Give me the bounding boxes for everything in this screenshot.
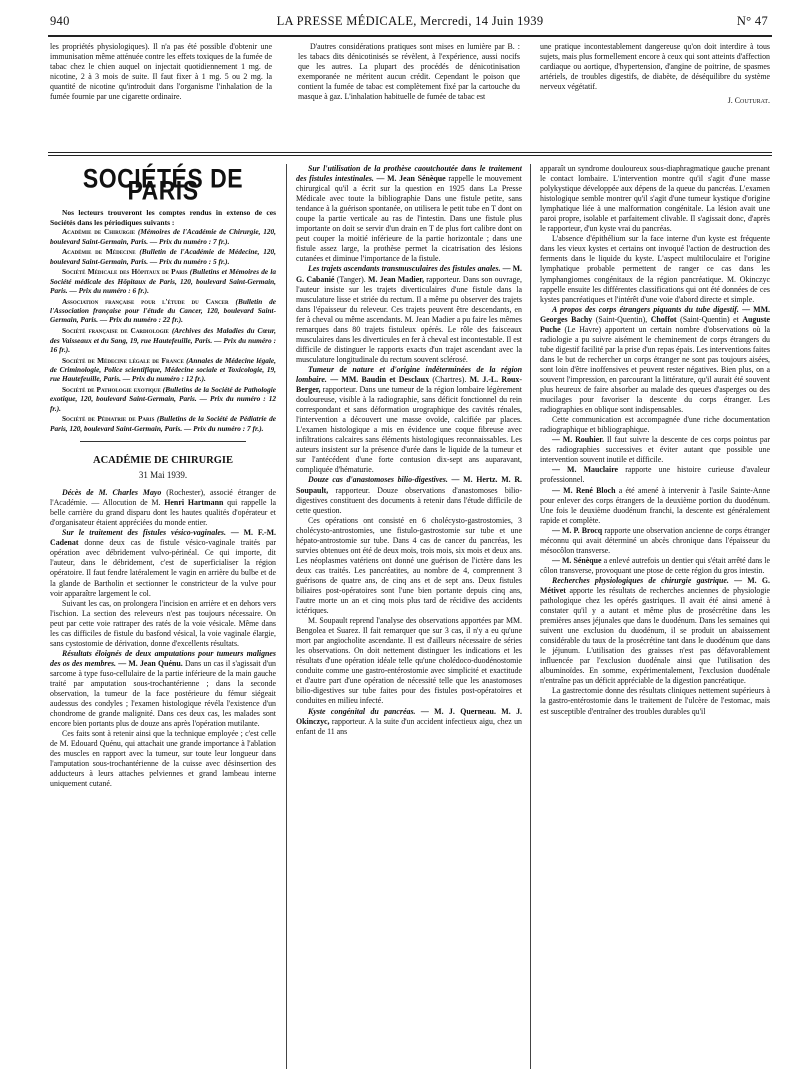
society-item: Association française pour l'étude du Cancer (Bulletin de l'Association française pour l'étude du Cancer, 120, boulevard Saint-Germain, Paris. — Prix du numéro : 22 fr.). [50, 296, 276, 325]
top-col1-text: les propriétés physiologiques). Il n'a pas été possible d'obtenir une immunisation même atténuée contre les effets toxiques de la fumée de tabac chez le chien auquel on injectait quotidiennement 1 mg. de nicotine, 2 à 3 mois de suite. Il faut fixer à 1 mg. 5 ou 2 mg. la quantité de nicotine qu'introduit dans l'organisme l'inhalation de la fumée fournie par une cigarette ordinaire. [50, 42, 272, 102]
article-gastrique: Recherches physiologiques de chirurgie gastrique. — M. G. Métivet apporte les résultats de recherches anciennes de physiologie pathologique chez les opérés gastriques. Il avait été ainsi amené à constater qu'il y a autant et même plus de prosécrétine dans les premières anses jéjunales que dans le duodénum. Dans les semaines qui suivent une exclusion du duodénum, il se produit un abaissement considérable du taux de la prosécrétine tant dans le duodénum que dans le jéjunum. L'utilisation des graisses n'est pas défavorablement influencée par l'exclusion duodénale ainsi que l'utilisation des albuminoïdes. En somme, expérimentalement, l'exclusion duodénale n'entraîne pas un déficit appréciable de la digestion pancréatique. [540, 575, 770, 686]
comment-mauclaire: — M. Mauclaire rapporte une histoire curieuse d'avaleur professionnel. [540, 465, 770, 485]
divider [80, 441, 246, 442]
paragraph: Ces faits sont à retenir ainsi que la technique employée ; c'est celle de M. Edouard Quénu, qui attachait une grande importance à l'ablation des muscles en rapport avec la tumeur, sur toute leur longueur dans l'amputation sous-trochantérienne de la cuisse avec désinsertion des adducteurs à leurs attaches pelviennes et grand lambeau interne uniquement cutané. [50, 729, 276, 789]
paragraph: L'absence d'épithélium sur la face interne d'un kyste est fréquente dans les vieux kystes et certains ont invoqué l'action de destruction des ferments dans le liquide du kyste. L'aspect multiloculaire et l'origine lymphatique probable permettent de ranger ce cas dans les lymphangiomes congénitaux de la région pancréatique. M. Okinczyc rappelle ensuite les différentes classifications qui ont été données de ces kystes pancréatiques et l'intérêt d'une voie d'abord directe et simple. [540, 234, 770, 304]
section-title: SOCIÉTÉS DE PARIS [82, 162, 244, 206]
intro-note: Nos lecteurs trouveront les comptes rendus in extenso de ces Sociétés dans les périodiques suivants : [50, 208, 276, 227]
article-fistules: Sur le traitement des fistules vésico-vaginales. — M. F.-M. Cadenat donne deux cas de fistule vésico-vaginale traités par opération avec débridement vulvo-périnéal. Ce qui importe, dit l'auteur, dans le débridement, c'est de superficialiser la région opératoire. Il faut fendre latéralement le vagin en arrière du bulbe et de la glande de Bartholin et sectionner le constricteur de la vulve pour voir apparaître largement le col. [50, 528, 276, 598]
paragraph: apparaît un syndrome douloureux sous-diaphragmatique gauche prenant le contact lombaire. L'intervention montre qu'il s'agit d'une masse polykystique développée aux dépens de la queue du pancréas. L'examen histologique semble montrer qu'il s'agit d'une tumeur kystique d'origine lymphatique liée à une malformation congénitale. La lésion avait une paroi propre, isolable et parfaitement clivable. Il s'agissait donc, d'après le rapporteur, d'un kyste vrai du pancréas. [540, 164, 770, 234]
column-3 [540, 164, 770, 1072]
top-column-3 [540, 42, 770, 146]
article-prothese: Sur l'utilisation de la prothèse caoutchoutée dans le traitement des fistules intestinales. — M. Jean Sénèque rappelle le mouvement chirurgical qu'il a écrit sur la question en 1925 dans La Presse Médicale avec toute la bibliographie Dans une fistule petite, sans tendance à la guérison spontanée, on utilisera le petit tube en T dont on coupe la partie verticale au ras de l'intestin. Dans une fistule plus importante on doit se servir d'un drain en T de plus fort calibre dont on peut couper la moitié inférieure de la partie horizontale ; dans une fistule assez large, la prothèse permet la cicatrisation des lésions cutanées et diminue l'importance de la fistule. [296, 164, 522, 264]
section-rule-2 [48, 155, 772, 156]
header-rule [48, 35, 772, 37]
society-item: Société de Médecine légale de France (Annales de Médecine légale, de Criminologie, Police scientifique, Médecine sociale et Toxicologie, 19, rue Hautefeuille, Paris. — Prix du numéro : 12 fr.). [50, 355, 276, 384]
running-title: LA PRESSE MÉDICALE, Mercredi, 14 Juin 1939 [276, 14, 544, 28]
issue-number: N° 47 [736, 14, 768, 28]
society-item: Académie de Médecine (Bulletin de l'Académie de Médecine, 120, boulevard Saint-Germain, Paris. — Prix du numéro : 5 fr.). [50, 247, 276, 266]
comment-rouhier: — M. Rouhier. Il faut suivre la descente de ces corps pointus par des radiographies successives et éviter autant que possible une intervention souvent inutile et difficile. [540, 435, 770, 465]
comment-brocq: — M. P. Brocq rapporte une observation ancienne de corps étranger méconnu qui avait déterminé un abcès chronique dans l'épaisseur du mésocôlon transverse. [540, 525, 770, 555]
article-corps-etrangers: A propos des corps étrangers piquants du tube digestif. — MM. Georges Bachy (Saint-Quentin), Choffot (Saint-Quentin) et Auguste Puche (Le Havre) apportent un certain nombre d'observations où la radiologie a pu suivre aisément le cheminement de corps étrangers du tube digestif facilité par la prise d'un repas épais. Les interventions faites dans le but de rechercher un corps étranger ne sont pas toujours aisées, sont loin d'être inoffensives et peuvent rester négatives. Bien plus, on a souvent l'impression, en parcourant la littérature, qu'il aurait été souvent plus heureux de faire absorber au malade des queues d'asperges ou des mucilages pour favoriser la descente du corps étranger. Les radiographies en oblique sont indispensables. [540, 304, 770, 415]
column-1 [50, 160, 276, 1072]
page-header [48, 8, 772, 36]
article-kyste: Kyste congénital du pancréas. — M. J. Querneau. M. J. Okinczyc, rapporteur. A la suite d'un accident infectieux aigu, chez un enfant de 11 ans [296, 706, 522, 736]
society-item: Société de Pédiatrie de Paris (Bulletins de la Société de Pédiatrie de Paris, 120, boulevard Saint-Germain, Paris. — Prix du numéro : 7 fr.). [50, 414, 276, 433]
paragraph: La gastrectomie donne des résultats cliniques nettement supérieurs à la gastro-entérostomie dans le traitement de l'ulcère de l'estomac, mais est susceptible d'entraîner des troubles durables qu'il [540, 686, 770, 716]
top-column-1 [50, 42, 272, 146]
newspaper-page [48, 8, 772, 1074]
page-number: 940 [50, 14, 70, 28]
top-col3-text: une pratique incontestablement dangereuse qu'on doit interdire à tous sujets, mais plus formellement encore à ceux qui sont atteints d'affection cardiaque ou aortique, d'hypertension, d'angine de poitrine, de spasmes artériels, de troubles digestifs, de diabète, de déséquilibre du système nerveux végétatif. [540, 42, 770, 92]
article-tumeur: Tumeur de nature et d'origine indéterminées de la région lombaire. — MM. Baudin et Desclaux (Chartres). M. J.-L. Roux-Berger, rapporteur. Dans une tumeur de la région lombaire légèrement douloureuse, visible à la radiographie, sans déficit fonctionnel du rein correspondant et sans déformation urographique des cavités rénales, l'intervention a découvert une masse ovoïde, calcifiée par places. L'examen histologique a mis en évidence une coque fibreuse avec infiltrations calcaires sans éléments histologiques reconnaissables. Les auteurs insistent sur la présence d'urée dans le liquide de la tumeur et sur l'antécédent d'une forte contusion dix-sept ans auparavant, compliquée d'hématurie. [296, 364, 522, 475]
society-item: Société Médicale des Hôpitaux de Paris (Bulletins et Mémoires de la Société médicale des Hôpitaux de Paris, 120, boulevard Saint-Germain, Paris. — Prix du numéro : 6 fr.). [50, 267, 276, 296]
paragraph: Cette communication est accompagnée d'une riche documentation radiographique et bibliographique. [540, 415, 770, 435]
top-col2-text: D'autres considérations pratiques sont mises en lumière par B. : les tabacs dits dénicotinisés se révèlent, à l'expérience, aussi nocifs que les autres. La plupart des procédés de dénicotinisation exemporanée ne méritent aucun crédit. Cependant le poison que contient la fumée de tabac est complètement fixé par la cartouche du masque à gaz. L'inhalation habituelle de fumée de tabac est [298, 42, 520, 102]
society-item: Société de Pathologie exotique (Bulletins de la Société de Pathologie exotique, 120, boulevard Saint-Germain, Paris. — Prix du numéro : 12 fr.). [50, 385, 276, 413]
article-trajets: Les trajets ascendants transmusculaires des fistules anales. — M. G. Cabanié (Tanger). M. Jean Madier, rapporteur. Dans son ouvrage, l'auteur insiste sur les trajets diverticulaires d'une fistule dans la musculature lisse et striée du rectum. Il a même pu observer des trajets dans l'épaisseur du releveur. Ces trajets peuvent être descendants, en fer à cheval ou même ascendants. M. Jean Madier a pu faire les mêmes remarques dans 80 trajets fistuleux opérés. Le rôle des faisceaux musculaires dans les diverticules en fer à cheval est incontestable. Il est difficile de distinguer le rapports exacts d'un trajet ascendant avec la musculature longitudinale du rectum souvent sclérosé. [296, 264, 522, 364]
author-signature: J. Couturat. [727, 96, 770, 106]
article-amputations: Résultats éloignés de deux amputations pour tumeurs malignes des os des membres. — M. Jean Quénu. Dans un cas il s'agissait d'un sarcome à type fuso-cellulaire de la partie inférieure de la main gauche traité par amputation sous-trochantérienne ; dans la seconde observation, la tumeur de la face postérieure du fémur siégeait audessus des condyles ; l'examen histologique révéla l'existence d'un chondrome de grande malignité. Dans ces deux cas, les malades sont encore bien portants plus de douze ans après l'opération mutilante. [50, 648, 276, 729]
society-item: Société française de Cardiologie (Archives des Maladies du Cœur, des Vaisseaux et du Sang, 19, rue Hautefeuille, Paris. — Prix du numéro : 16 fr.). [50, 326, 276, 354]
comment-bloch: — M. René Bloch a été amené à intervenir à l'asile Sainte-Anne pour enlever des corps étrangers de la deuxième portion du duodénum. Une fois le deuxième duodénum franchi, la descente est généralement rapide et complète. [540, 485, 770, 525]
article-mayo: Décès de M. Charles Mayo (Rochester), associé étranger de l'Académie. — Allocution de M. Henri Hartmann qui rappelle la belle carrière du grand disparu dont les hautes qualités d'opérateur et d'organisateur étaient appréciées du monde entier. [50, 488, 276, 528]
column-divider-2 [530, 164, 531, 1069]
paragraph: Suivant les cas, on prolongera l'incision en arrière et en dehors vers l'ischion. La section des releveurs n'est pas toujours nécessaire. On peut par cette voie rattraper des ratés de la voie vésicale. Même dans les cas difficiles de fistule du basfond vésical, la voie vaginale élargie, sans cystostomie de dérivation, donne d'excellents résultats. [50, 598, 276, 648]
paragraph: Ces opérations ont consisté en 6 cholécysto-gastrostomies, 3 cholécysto-antrostomies, une fistulo-gastrostomie sur tube et une hépato-antrostomie sur tube. Dans 4 cas de cancer du pancréas, les survies obtenues ont été de deux mois, trois mois, six mois et deux ans. Les néoplasmes vatériens ont donné une guérison de l'ictère dans les deux cas traités. Les pancréatites, au nombre de 4, comprennent 3 guérisons de quatre ans, de cinq ans et de sept ans. Deux fistules biliaires post-opératoires sont l'une bien portante depuis cinq ans, l'autre morte un an et cinq mois plus tard de récidive des accidents ictériques. [296, 515, 522, 616]
comment-seneque: — M. Sénèque a enlevé autrefois un dentier qui s'était arrêté dans le côlon transverse, provoquant une ptose de cette région du gros intestin. [540, 555, 770, 575]
top-column-2 [298, 42, 520, 146]
column-divider-1 [286, 164, 287, 1069]
column-2 [296, 164, 522, 1072]
article-anastomoses: Douze cas d'anastomoses bilio-digestives. — M. Hertz. M. R. Soupault, rapporteur. Douze observations d'anastomoses bilio-digestives constituent des documents à retenir dans l'étude difficile de cette question. [296, 475, 522, 515]
paragraph: M. Soupault reprend l'analyse des observations apportées par MM. Bengolea et Suarez. Il fait remarquer que sur 3 cas, il n'y a eu qu'une mort par angiocholite ascendante. Il est d'ailleurs nécessaire de séries les observations. On doit nettement distinguer les indications et les résultats d'une opération idéale telle qu'une cholédoco-duodénostomie conduite comme une gastro-entérostomie avec simplicité et exactitude et d'autre part d'une opération de nécessité telle que les anastomoses bilio-digestives sur tube faites pour des fistules post-opératoires et conduites en milieu infecté. [296, 616, 522, 706]
section-rule-1 [48, 152, 772, 153]
society-item: Académie de Chirurgie (Mémoires de l'Académie de Chirurgie, 120, boulevard Saint-Germain, Paris. — Prix du numéro : 7 fr.). [50, 227, 276, 246]
session-date: 31 Mai 1939. [138, 470, 188, 481]
society-list [50, 227, 276, 433]
academy-heading: ACADÉMIE DE CHIRURGIE [92, 455, 233, 467]
